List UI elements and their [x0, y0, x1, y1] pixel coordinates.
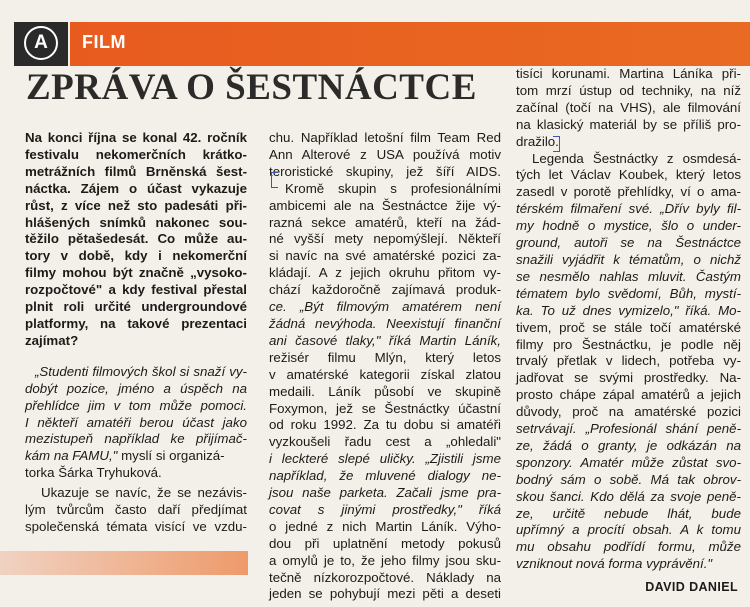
text-line: ani časové tlaky," říká Martin Láník,	[269, 332, 501, 348]
text-line: platformy, na takové prezentaci	[25, 315, 247, 331]
text-line: na klasický materiál by se příliš pro-	[516, 116, 741, 132]
text-line: filmy mohou být značně „vysoko-	[25, 265, 247, 281]
text-line: Foxymon, jež se Šestnáctky účastní	[269, 400, 501, 416]
text-line: lým tvůrcům často daří předjímat	[25, 502, 247, 518]
text-line: začínal (točí na VHS), ale filmování	[516, 99, 741, 115]
text-line: Legenda Šestnáctky z osmdesá-	[532, 150, 741, 166]
text-line: ambicemi ale na Šestnáctce žije vý-	[269, 197, 501, 213]
text-line: „Studenti filmových škol si snaží vy-	[35, 363, 247, 379]
text-line: přehlídce jim v tom může pomoci.	[25, 397, 247, 413]
text-line: například, že mluvené dialogy ne-	[269, 468, 501, 484]
text-line: torka Šárka Tryhuková.	[25, 465, 162, 481]
text-line: bodný sám o sobě. Má tak obrov-	[516, 471, 741, 487]
text-line: rozpočtové" a kdy festival přestal	[25, 282, 247, 298]
text-line: trvalý přetlak v lidech, potřeba vy-	[516, 353, 741, 369]
text-line: a omylů je to, že jeho filmy jsou sku-	[269, 552, 501, 568]
text-line: zasedl v porotě přehlídky, ví o ama-	[516, 184, 741, 200]
text-line: dou při uplatnění metody pokusů	[269, 535, 501, 551]
text-line: tisíci korunami. Martina Láníka při-	[516, 66, 741, 81]
text-line: ground, autoři se na Šestnáctce	[516, 235, 741, 251]
text-line: o jedné z nich Martin Láník. Výho-	[269, 518, 501, 534]
text-line: Ann Alterové z USA používá motiv	[269, 146, 501, 162]
text-line: těžilo pětašedesát. Co může au-	[25, 231, 247, 247]
text-line: térském filmaření své. „Dřív byly fil-	[516, 201, 741, 217]
text-line: v amatérské kategorii získal zlatou	[269, 366, 501, 382]
text-line: ka. To už dnes vymizelo," říká. Mo-	[516, 302, 741, 318]
section-band	[70, 22, 750, 66]
text-line: zajímat?	[25, 332, 79, 348]
text-line: tivem, proč se stále točí amatérské	[516, 319, 741, 335]
text-line: skou šanci. Kdo dělá za svoje peně-	[516, 488, 741, 504]
column-1	[25, 130, 247, 536]
section-label: FILM	[82, 32, 126, 52]
text-line: tých let Václav Koubek, který letos	[516, 167, 741, 183]
text-line: teroristické skupiny, jež šíří AIDS.	[269, 163, 501, 179]
text-line: medaili. Láník působí ve skupině	[269, 383, 501, 399]
text-line: dražilo.	[516, 133, 559, 149]
text-line: chu. Například letošní film Team Red	[269, 130, 501, 145]
text-line: tom mrzí ústup od techniky, na níž	[516, 82, 741, 98]
text-line: důvody, proč na amatérské pozici	[516, 404, 741, 420]
text-line: filmy pro Šestnáctku, je podle něj	[516, 336, 741, 352]
text-line: plnit roli určité undergroundové	[25, 299, 247, 315]
text-line: chází každoročně zajímavá produk-	[269, 282, 501, 298]
text-line: metrážních filmů Brněnská šest-	[25, 163, 247, 179]
text-line: covat s jinými prostředky," říká	[269, 501, 501, 517]
edit-bracket-mark	[271, 172, 278, 188]
text-line: kám na FAMU," myslí si organizá-	[25, 448, 225, 464]
quote-attribution: myslí si organizá-	[117, 448, 225, 464]
text-line: žádná nevýhoda. Neexistují finanční	[269, 315, 501, 331]
text-line: se nesmělo nahlas mluvit. Častým	[516, 268, 741, 284]
decorative-footer-bar	[0, 551, 248, 575]
text-line: I někteří amatéři berou účast jako	[25, 414, 247, 430]
text-line: snažili vyjádřit k tématům, o nichž	[516, 251, 741, 267]
column-3	[516, 66, 741, 573]
paragraph-gap	[25, 350, 247, 364]
text-line: ze, žádá o granty, je odkázán na	[516, 437, 741, 453]
text-line: vzniknout nová forma vyprávění."	[516, 556, 713, 572]
text-line: mu obsahu podřídí formu, může	[516, 539, 741, 555]
text-line: jadřovat se svými prostředky. Na-	[516, 370, 741, 386]
text-line: setrvávají. „Profesionál shání peně-	[516, 421, 741, 437]
text-line: režisér filmu Mlýn, který letos	[269, 349, 501, 365]
text-line: né vyšší mety nepomýšlejí. Někteří	[269, 231, 501, 247]
text-line: sponzory. Amatér může zůstat svo-	[516, 454, 741, 470]
text-line: si navíc na své amatérské pozici za-	[269, 248, 501, 264]
text-line: hlášených snímků nakonec sou-	[25, 214, 247, 230]
text-line: jsou naše parketa. Začali jsme pra-	[269, 485, 501, 501]
text-line: razná sekce amatérů, kteří na žád-	[269, 214, 501, 230]
text-line: tečně nízkorozpočtové. Náklady na	[269, 569, 501, 585]
article-title: ZPRÁVA O ŠESTNÁCTCE	[26, 67, 477, 108]
text-line: tématem bylo svědomí, Bůh, mystí-	[516, 285, 741, 301]
text-line: dobýt pozice, jméno a úspěch na	[25, 380, 247, 396]
text-line: jeden se pohybují mezi pěti a deseti	[269, 586, 501, 602]
text-line: i leckteré slepé uličky. „Zjistili jsme	[269, 451, 501, 467]
text-line: kládají. A z jejich okruhu přitom vy-	[269, 265, 501, 281]
text-line: festivalu nekomerčních krátko-	[25, 146, 247, 162]
text-line: od roku 1992. Za tu dobu si amatéři	[269, 417, 501, 433]
text-line: růst, z více než sto padesáti při-	[25, 197, 247, 213]
text-line: upřímný a procítí obsah. A k tomu	[516, 522, 741, 538]
text-line: my hodně o mystice, šlo o under-	[516, 218, 741, 234]
text-line: Kromě skupin s profesionálními	[285, 180, 501, 196]
edit-bracket-mark	[553, 136, 560, 152]
column-2	[269, 130, 501, 603]
text-line: prosto chápe zápal amatérů a jejich	[516, 387, 741, 403]
article-author: DAVID DANIEL	[645, 580, 738, 594]
text-line: ce. „Být filmovým amatérem není	[269, 299, 501, 315]
text-line: Na konci října se konal 42. ročník	[25, 130, 247, 145]
text-line: mezistupeň například ke přijímač-	[25, 431, 247, 447]
text-line: společenská témata visící ve vzdu-	[25, 518, 247, 534]
text-line: tory v době, kdy i nekomerční	[25, 248, 247, 264]
text-line: vyzkoušeli řadu cest a „ohledali"	[269, 434, 501, 450]
section-header	[0, 22, 750, 66]
text-line: Ukazuje se navíc, že se nezávis-	[41, 485, 247, 501]
text-line: náctka. Zájem o účast vykazuje	[25, 180, 247, 196]
magazine-logo-icon: A	[24, 26, 58, 60]
text-line: ze, určitě nebude lhát, bude	[516, 505, 741, 521]
